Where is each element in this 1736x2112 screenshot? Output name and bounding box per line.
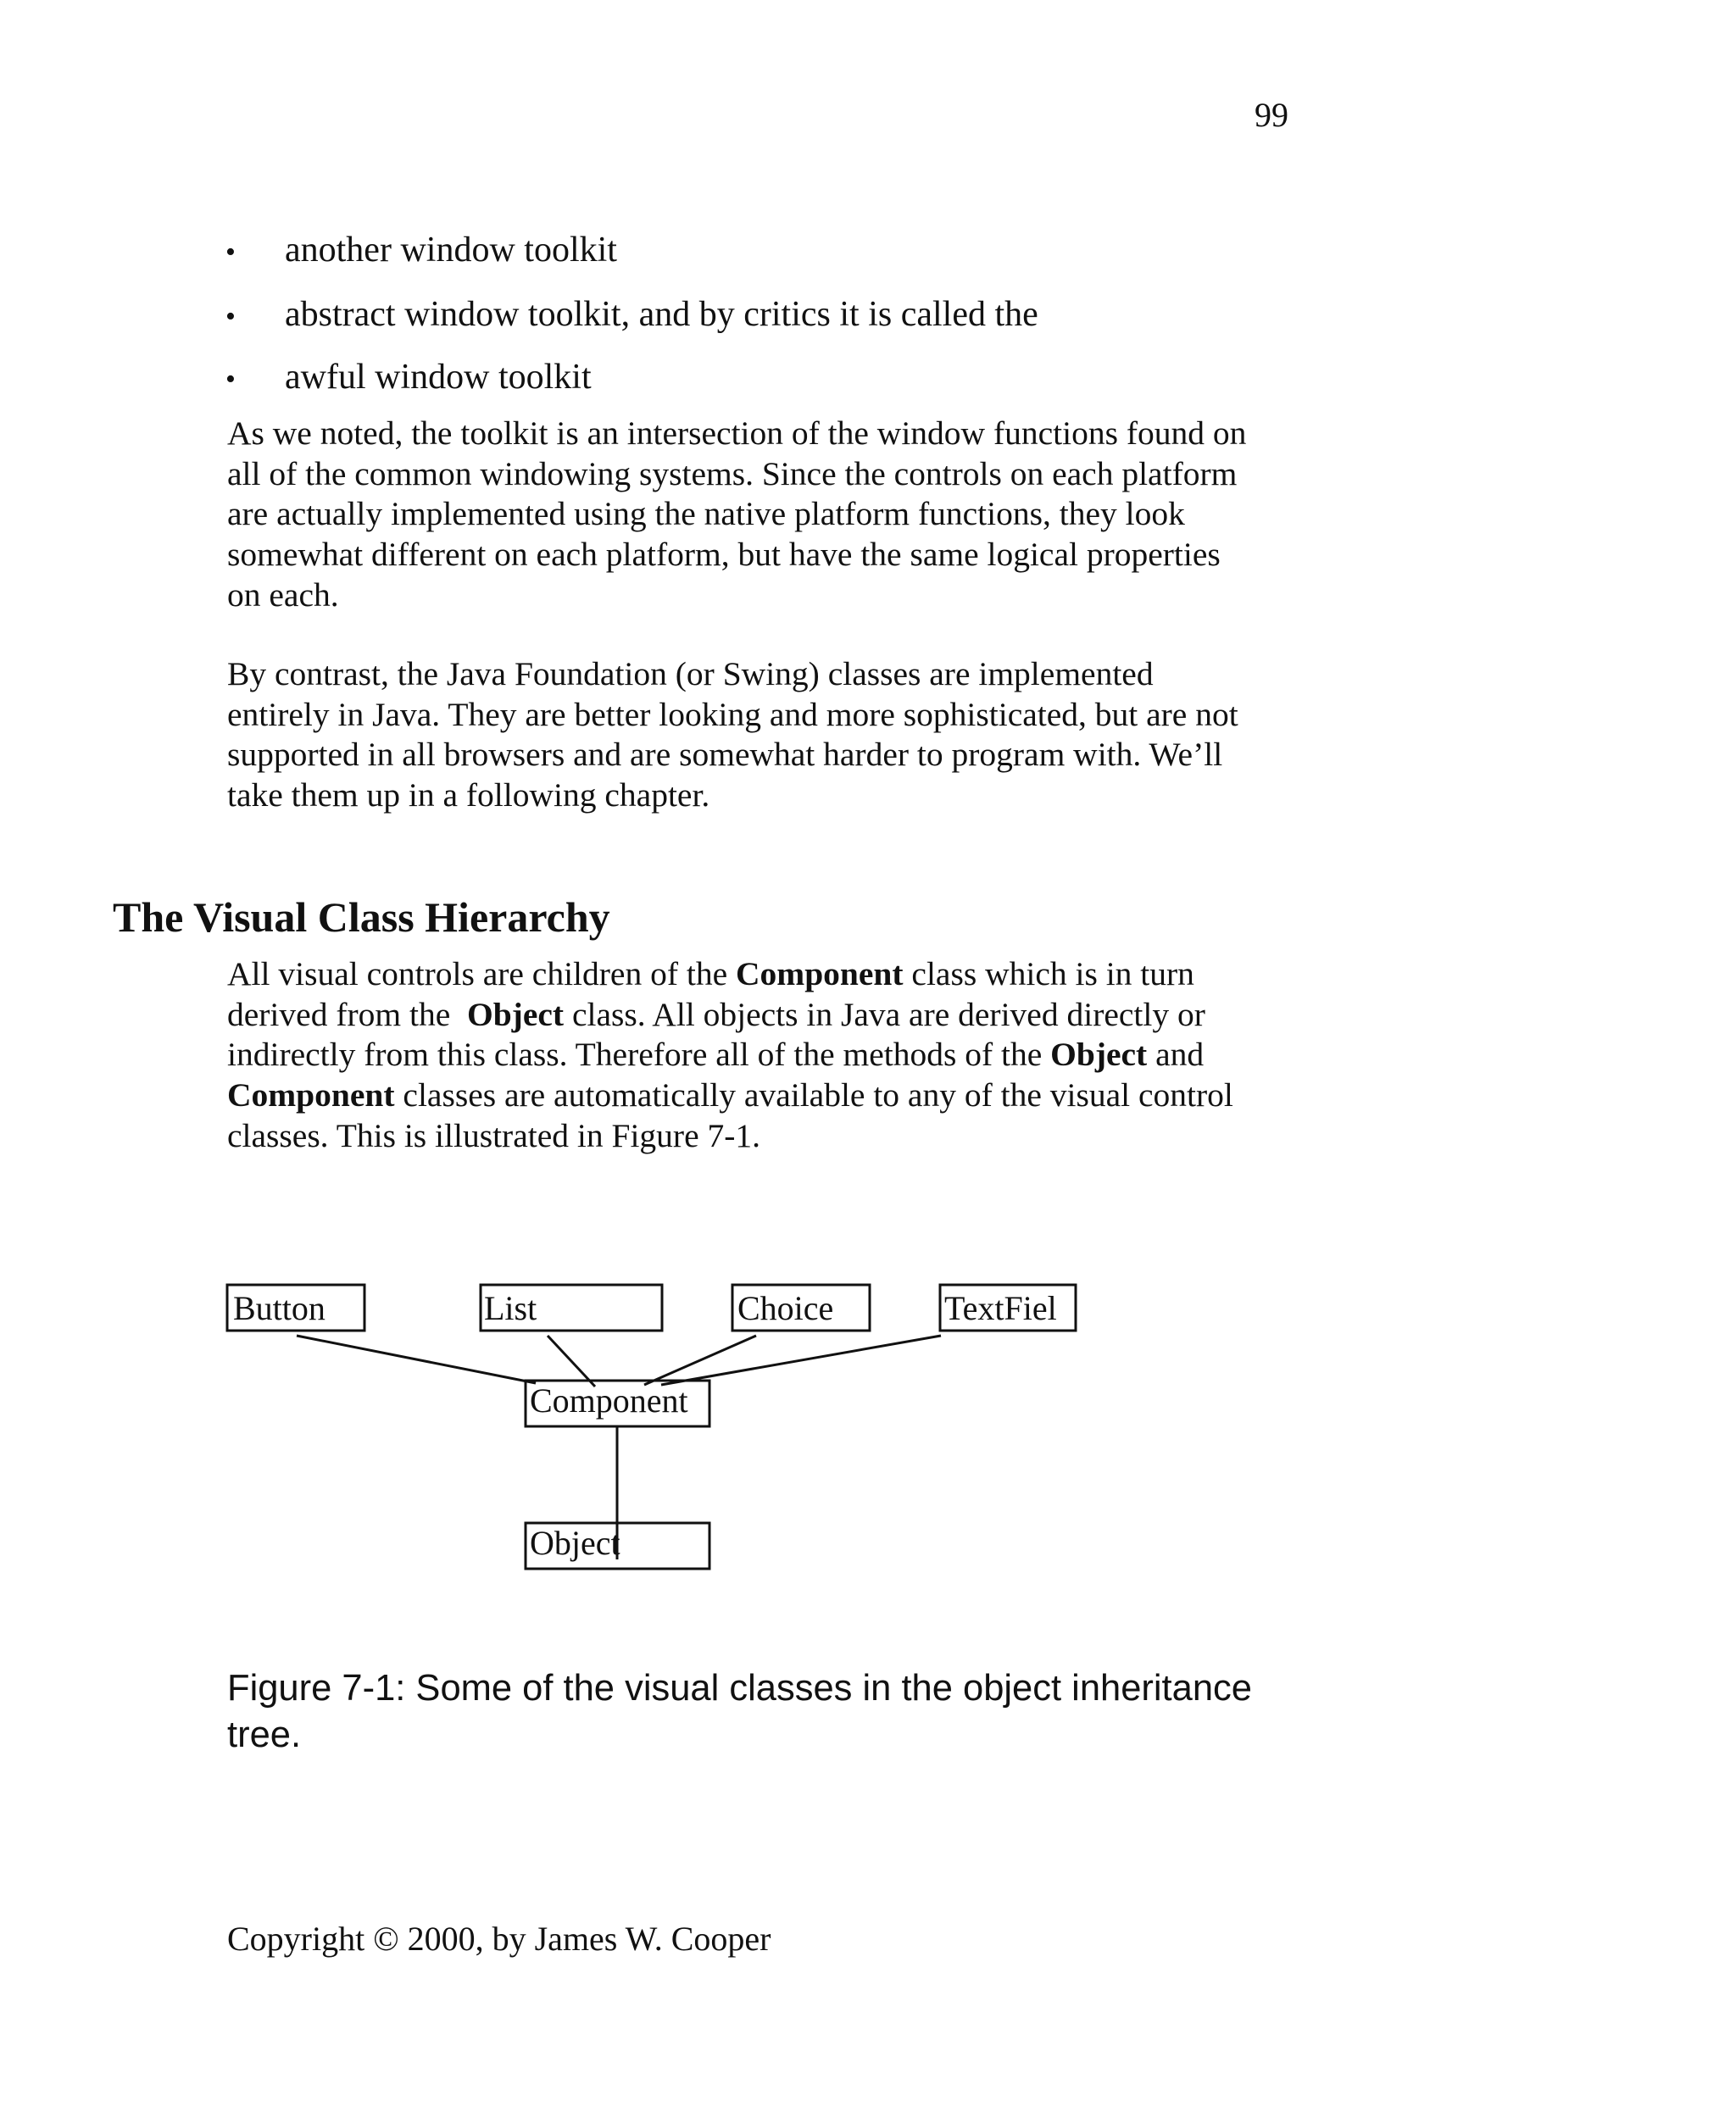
bullet-text: awful window toolkit	[285, 358, 592, 397]
paragraph-line: are actually implemented using the native platform functions, they look	[227, 495, 1185, 533]
bullet-text: abstract window toolkit, and by critics it is called the	[285, 295, 1038, 334]
label-textfield: TextFiel	[944, 1289, 1057, 1327]
bullet-icon: •	[225, 236, 236, 268]
bold-text-run: Object	[1050, 1036, 1148, 1074]
paragraph-line: somewhat different on each platform, but have the same logical properties	[227, 536, 1221, 574]
bullet-icon: •	[225, 364, 236, 395]
paragraph-line: By contrast, the Java Foundation (or Swing) classes are implemented	[227, 655, 1154, 692]
text-run: indirectly from this class. Therefore all of the methods of the	[227, 1036, 1051, 1074]
paragraph-line: entirely in Java. They are better looking and more sophisticated, but are not	[227, 695, 1238, 733]
box-textfield	[940, 1285, 1076, 1331]
box-button	[227, 1285, 364, 1331]
bullet-icon: •	[225, 301, 236, 332]
bold-text-run: Object	[466, 995, 565, 1033]
bullet-item	[225, 356, 592, 401]
label-component: Component	[530, 1381, 688, 1420]
label-choice: Choice	[737, 1289, 834, 1327]
box-object	[526, 1523, 709, 1569]
bold-text-run: Component	[227, 1076, 395, 1114]
paragraph-line: all of the common windowing systems. Since the controls on each platform	[227, 454, 1238, 492]
paragraph-line: on each.	[227, 575, 339, 614]
paragraph-line: supported in all browsers and are somewhat harder to program with. We’ll	[227, 736, 1223, 774]
text-run: and	[1147, 1036, 1205, 1074]
text-run: classes are automatically available to any of the visual control	[394, 1076, 1233, 1114]
caption-line: tree.	[227, 1715, 302, 1755]
connector-textfield-component	[661, 1336, 941, 1385]
box-choice	[732, 1285, 870, 1331]
connector-button-component	[297, 1336, 536, 1383]
paragraph-hierarchy	[227, 954, 1321, 1157]
paragraph-swing	[227, 654, 1321, 816]
figure-caption	[227, 1665, 1329, 1759]
box-component	[526, 1381, 709, 1426]
paragraph-line	[227, 1075, 1321, 1116]
label-object: Object	[530, 1524, 620, 1562]
box-list	[481, 1285, 662, 1331]
connector-choice-component	[644, 1336, 756, 1385]
copyright-footer: Copyright © 2000, by James W. Cooper	[227, 1920, 771, 1958]
text-run: class. All objects in Java are derived directly or	[564, 995, 1205, 1033]
paragraph-line: take them up in a following chapter.	[227, 776, 710, 814]
label-button: Button	[233, 1289, 326, 1327]
label-list: List	[484, 1289, 537, 1327]
text-run: class which is in turn	[903, 955, 1194, 992]
paragraph-toolkit	[227, 414, 1321, 616]
bullet-item	[225, 293, 1038, 338]
connector-list-component	[548, 1336, 595, 1387]
bullet-text: another window toolkit	[285, 231, 617, 270]
caption-line: Figure 7-1: Some of the visual classes in the object inheritance	[227, 1668, 1252, 1709]
paragraph-line: As we noted, the toolkit is an intersection of the window functions found on	[227, 414, 1247, 452]
paragraph-line	[227, 995, 1321, 1036]
section-heading: The Visual Class Hierarchy	[113, 893, 610, 941]
paragraph-line	[227, 954, 1321, 995]
text-run: derived from the	[227, 995, 467, 1033]
paragraph-line: classes. This is illustrated in Figure 7-1.	[227, 1116, 761, 1154]
text-run: All visual controls are children of the	[227, 955, 737, 992]
paragraph-line	[227, 1035, 1321, 1075]
bold-text-run: Component	[736, 955, 904, 992]
bullet-item	[225, 229, 617, 274]
page-number: 99	[1255, 96, 1288, 134]
